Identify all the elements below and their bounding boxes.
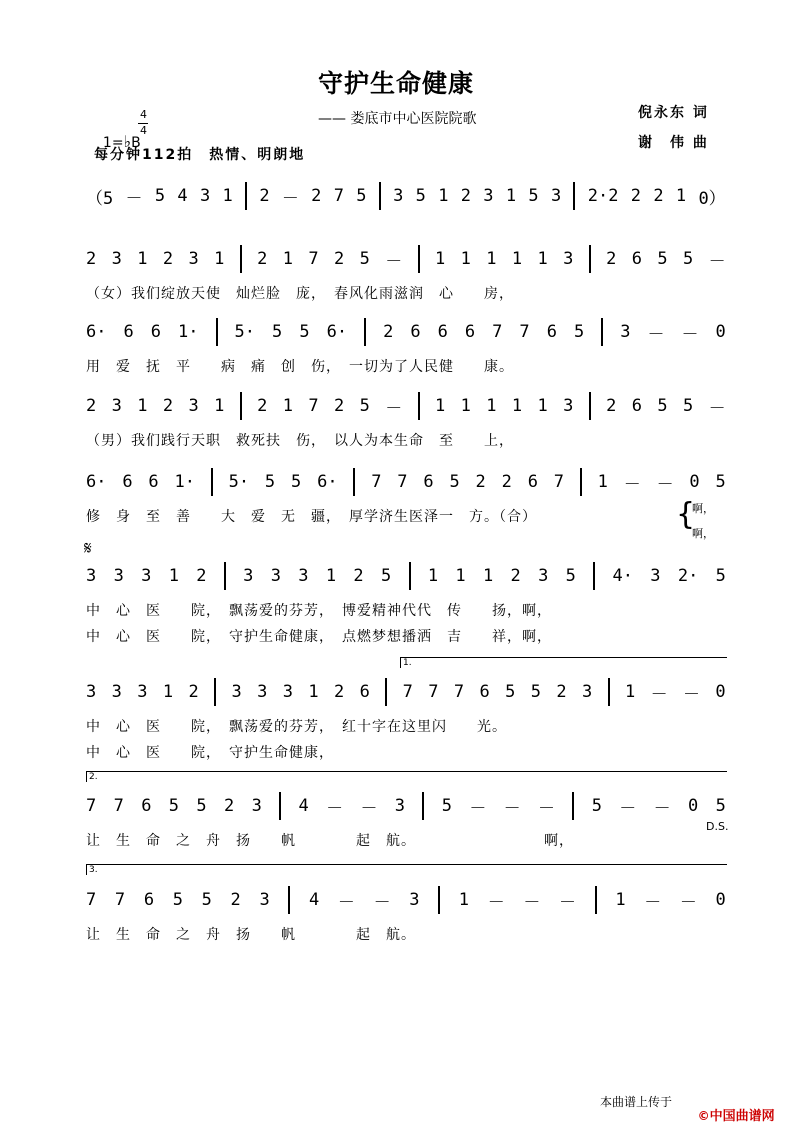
note: 5	[573, 322, 585, 342]
song-title: 守护生命健康	[318, 69, 475, 98]
note: 2	[311, 186, 322, 206]
note: 4	[177, 186, 188, 206]
note: 2	[606, 249, 617, 269]
note: 7	[86, 890, 97, 910]
song-subtitle: —— 娄底市中心医院院歌	[318, 111, 477, 127]
tempo-marking: 每分钟112拍 热情、明朗地	[94, 147, 306, 163]
note: －	[619, 798, 637, 819]
note: 5	[272, 322, 283, 342]
time-signature-top: 4	[140, 108, 147, 121]
note: 3	[199, 186, 211, 206]
footer-logo	[690, 1091, 775, 1124]
note: 3	[563, 396, 574, 416]
note: 3	[257, 682, 268, 702]
bar-line	[409, 562, 411, 590]
note: 1	[282, 249, 293, 269]
note: －	[650, 684, 668, 705]
volta-number-1: 1.	[403, 658, 412, 668]
notation-row	[86, 392, 726, 420]
note: －	[503, 798, 521, 819]
volta-bracket-2	[86, 771, 727, 782]
note: 7	[114, 890, 126, 910]
note: 5	[172, 890, 183, 910]
note: 3	[298, 566, 309, 586]
ah-upper: 啊，	[692, 502, 714, 515]
bar-line	[589, 245, 591, 273]
note: 0	[715, 682, 726, 702]
note: 6	[423, 472, 434, 492]
note: 7	[402, 682, 413, 702]
note: 2	[223, 796, 235, 816]
note: 3	[582, 682, 593, 702]
note: 3	[393, 186, 404, 206]
note: 6	[143, 890, 155, 910]
note: 0	[715, 890, 726, 910]
bar-line	[211, 468, 213, 496]
bar-line	[240, 392, 242, 420]
note: 6	[141, 796, 152, 816]
note: 6	[527, 472, 538, 492]
note: 7	[428, 682, 439, 702]
note: 3	[650, 566, 661, 586]
notation-row	[86, 182, 726, 210]
note: 7	[86, 796, 97, 816]
note: 0	[689, 472, 700, 492]
bar-line	[601, 318, 603, 346]
notation-row	[86, 792, 726, 820]
note: －	[326, 798, 344, 819]
note: 5	[168, 796, 180, 816]
note: 6	[546, 322, 557, 342]
note: 5	[505, 682, 516, 702]
lyric-line: 修 身 至 善 大 爱 无 疆， 厚学济生医泽一 方。（合）	[86, 509, 537, 525]
note: 3	[270, 566, 281, 586]
note: －	[385, 398, 403, 419]
note: 5	[449, 472, 460, 492]
bar-line	[438, 886, 440, 914]
note: 1	[486, 249, 497, 269]
note: 1	[137, 396, 148, 416]
note: 3	[137, 682, 148, 702]
note: 1	[458, 890, 470, 910]
note: 5	[715, 472, 726, 492]
note: 3	[259, 890, 270, 910]
note: －	[559, 892, 576, 913]
volta-number-3: 3.	[89, 865, 98, 875]
note: 2	[510, 566, 521, 586]
note: 1	[675, 186, 687, 206]
note: 6·	[86, 322, 107, 342]
note: 7	[492, 322, 503, 342]
bar-line	[608, 678, 610, 706]
note: 2	[162, 396, 174, 416]
note: 1	[460, 249, 471, 269]
note: 0	[715, 322, 726, 342]
note: 6	[464, 322, 476, 342]
bar-line	[245, 182, 247, 210]
note: 6·	[317, 472, 338, 492]
dal-segno: D.S.	[706, 820, 729, 833]
note: 5	[356, 186, 367, 206]
note: 2	[188, 682, 199, 702]
note: －	[623, 474, 641, 495]
note: 6	[359, 682, 370, 702]
note: 7	[371, 472, 382, 492]
note: 1	[137, 249, 148, 269]
note: 4·	[612, 566, 633, 586]
note: 1	[486, 396, 497, 416]
note: 6·	[86, 472, 107, 492]
lyric-line: 用 爱 抚 平 病 痛 创 伤， 一切为了人民健 康。	[86, 359, 514, 375]
note: 3	[111, 249, 122, 269]
note: 3	[538, 566, 549, 586]
note: 3	[111, 396, 122, 416]
note: 5	[565, 566, 576, 586]
note: －	[125, 188, 143, 209]
note: 1	[162, 682, 174, 702]
bar-line	[288, 886, 290, 914]
note: 3	[409, 890, 420, 910]
bar-line	[379, 182, 381, 210]
note: 7	[113, 796, 124, 816]
note: 2	[556, 682, 567, 702]
note: 2	[86, 249, 97, 269]
bar-line	[364, 318, 366, 346]
flat-sign: ♭	[123, 132, 132, 151]
key-note: B	[131, 135, 141, 151]
lyric-line: 中 心 医 院， 守护生命健康，	[86, 745, 334, 761]
composer-credit: 谢 伟 曲	[638, 135, 709, 151]
note: 1	[214, 249, 225, 269]
bar-line	[589, 392, 591, 420]
note: －	[469, 798, 487, 819]
note: 2·2	[587, 186, 619, 206]
note: 2	[334, 396, 345, 416]
note: 7	[397, 472, 408, 492]
note: 7	[519, 322, 530, 342]
site-name: 中国曲谱网	[709, 1109, 775, 1124]
note: 5	[530, 682, 541, 702]
note: －	[656, 474, 674, 495]
note: 5	[291, 472, 302, 492]
note: 5·	[234, 322, 256, 342]
lyric-line: 让 生 命 之 舟 扬 帆 起 航。 啊，	[86, 833, 574, 849]
bar-line	[595, 886, 597, 914]
lyric-line: 中 心 医 院， 守护生命健康， 点燃梦想播洒 吉 祥，啊，	[86, 629, 552, 645]
note: 7	[333, 186, 344, 206]
note: 3	[394, 796, 406, 816]
note: －	[647, 324, 665, 345]
note: －	[653, 798, 671, 819]
bar-line	[580, 468, 582, 496]
note: 2	[162, 249, 174, 269]
bar-line	[593, 562, 595, 590]
note: 6	[631, 396, 642, 416]
bar-line	[573, 182, 575, 210]
segno-sign: 𝄋	[84, 538, 92, 559]
note: 5	[715, 796, 726, 816]
site-logo-icon: ©	[697, 1109, 710, 1123]
note: －	[281, 188, 299, 209]
notation-row	[86, 886, 726, 914]
note: 3	[188, 396, 199, 416]
note: 2	[606, 396, 617, 416]
note: 2	[196, 566, 207, 586]
note: 1	[214, 396, 225, 416]
note: －	[487, 892, 505, 913]
volta-1	[400, 657, 410, 714]
key-prefix: 1=	[102, 135, 124, 151]
note: 2	[334, 682, 345, 702]
volta-bracket-1	[400, 657, 727, 668]
note: 5	[154, 186, 166, 206]
note: 5	[528, 186, 539, 206]
note: 4	[309, 890, 320, 910]
volta-number-2: 2.	[89, 772, 98, 782]
footer-upload: 本曲谱上传于	[600, 1095, 673, 1109]
notation-row	[86, 245, 726, 273]
note: 7	[308, 396, 319, 416]
note: 5	[201, 890, 212, 910]
note: 4	[298, 796, 309, 816]
bar-line	[240, 245, 242, 273]
note: 3	[188, 249, 199, 269]
note: 2	[259, 186, 270, 206]
note: －	[708, 251, 726, 272]
note: 5	[299, 322, 310, 342]
note: （5	[86, 188, 114, 209]
lyric-line: 中 心 医 院， 飘荡爱的芬芳， 红十字在这里闪 光。	[86, 719, 507, 735]
note: －	[708, 398, 726, 419]
note: －	[679, 892, 697, 913]
note: 1	[435, 249, 446, 269]
note: 1·	[174, 472, 195, 492]
bar-line	[572, 792, 574, 820]
note: 1	[597, 472, 608, 492]
note: 1	[282, 396, 293, 416]
note: －	[681, 324, 699, 345]
notation-row	[86, 562, 726, 590]
note: 1	[308, 682, 319, 702]
note: 5	[264, 472, 276, 492]
note: 5·	[228, 472, 250, 492]
note: 7	[453, 682, 465, 702]
note: 5	[683, 396, 694, 416]
note: 6	[123, 322, 134, 342]
note: 1	[325, 566, 337, 586]
note: 1	[537, 249, 548, 269]
note: －	[337, 892, 355, 913]
note: 6	[150, 322, 162, 342]
bar-line	[422, 792, 424, 820]
note: 5	[196, 796, 207, 816]
note: 6·	[326, 322, 348, 342]
note: 5	[359, 249, 370, 269]
note: 1	[511, 396, 523, 416]
bar-line	[418, 245, 420, 273]
note: 1	[505, 186, 517, 206]
note: 5	[415, 186, 426, 206]
bar-line	[224, 562, 226, 590]
note: 3	[86, 566, 97, 586]
note: 3	[251, 796, 262, 816]
note: 3	[243, 566, 254, 586]
note: 3	[282, 682, 293, 702]
note: 5	[715, 566, 726, 586]
bar-line	[353, 468, 355, 496]
note: 3	[550, 186, 562, 206]
bar-line	[214, 678, 216, 706]
note: －	[385, 251, 403, 272]
note: 5	[441, 796, 452, 816]
note: 1	[168, 566, 179, 586]
note: 6	[437, 322, 448, 342]
note: 2	[230, 890, 241, 910]
note: －	[538, 798, 555, 819]
time-signature-bottom: 4	[140, 124, 147, 137]
lyric-line: 中 心 医 院， 飘荡爱的芬芳， 博爱精神代代 传 扬，啊，	[86, 603, 552, 619]
note: 3	[113, 566, 124, 586]
note: 3	[86, 682, 97, 702]
note: 2	[86, 396, 97, 416]
volta-bracket-3	[86, 864, 727, 875]
note: 3	[563, 249, 574, 269]
lyric-line: （女）我们绽放天使 灿烂脸 庞， 春风化雨滋润 心 房，	[86, 286, 514, 302]
bar-line	[418, 392, 420, 420]
note: 2	[630, 186, 642, 206]
note: 3	[141, 566, 152, 586]
note: 1	[222, 186, 233, 206]
note: 5	[683, 249, 694, 269]
note: 6	[410, 322, 421, 342]
note: 2	[501, 472, 512, 492]
notation-row	[86, 318, 726, 346]
note: 6	[631, 249, 642, 269]
note: －	[360, 798, 378, 819]
note: 6	[122, 472, 133, 492]
note: 3	[620, 322, 631, 342]
note: 2	[257, 249, 268, 269]
note: 2	[353, 566, 364, 586]
note: 5	[657, 249, 668, 269]
bar-line	[279, 792, 281, 820]
note: 1	[455, 566, 466, 586]
note: 5	[591, 796, 602, 816]
note: 5	[657, 396, 668, 416]
note: 2	[460, 186, 471, 206]
note: 5	[359, 396, 370, 416]
note: 7	[308, 249, 319, 269]
note: －	[523, 892, 541, 913]
note: 5	[380, 566, 392, 586]
note: 7	[553, 472, 565, 492]
bar-line	[216, 318, 218, 346]
note: 2	[653, 186, 664, 206]
note: 0）	[698, 188, 726, 209]
note: －	[644, 892, 662, 913]
note: 1	[435, 396, 446, 416]
note: 2·	[677, 566, 699, 586]
note: 3	[231, 682, 242, 702]
note: 1	[615, 890, 626, 910]
note: 1	[511, 249, 523, 269]
note: 1	[438, 186, 449, 206]
note: 2	[383, 322, 394, 342]
lyric-line: 让 生 命 之 舟 扬 帆 起 航。	[86, 927, 416, 943]
notation-row	[86, 468, 726, 496]
note: 1	[427, 566, 439, 586]
ah-lower: 啊，	[692, 527, 714, 540]
lyric-line: （男）我们践行天职 救死扶 伤， 以人为本生命 至 上，	[86, 433, 514, 449]
note: 0	[687, 796, 699, 816]
volta-3	[86, 864, 96, 921]
note: 1	[460, 396, 471, 416]
bar-line	[385, 678, 387, 706]
note: 3	[111, 682, 122, 702]
note: 6	[148, 472, 159, 492]
note: 1	[482, 566, 494, 586]
note: 6	[479, 682, 490, 702]
note: 3	[483, 186, 494, 206]
note: 2	[475, 472, 486, 492]
note: －	[683, 684, 700, 705]
note: 1·	[178, 322, 199, 342]
note: －	[373, 892, 391, 913]
note: 2	[257, 396, 268, 416]
brace: {	[676, 497, 696, 532]
note: 1	[537, 396, 548, 416]
lyricist-credit: 倪永东 词	[638, 105, 709, 121]
volta-2	[86, 771, 96, 828]
note: 2	[334, 249, 345, 269]
note: 1	[625, 682, 636, 702]
